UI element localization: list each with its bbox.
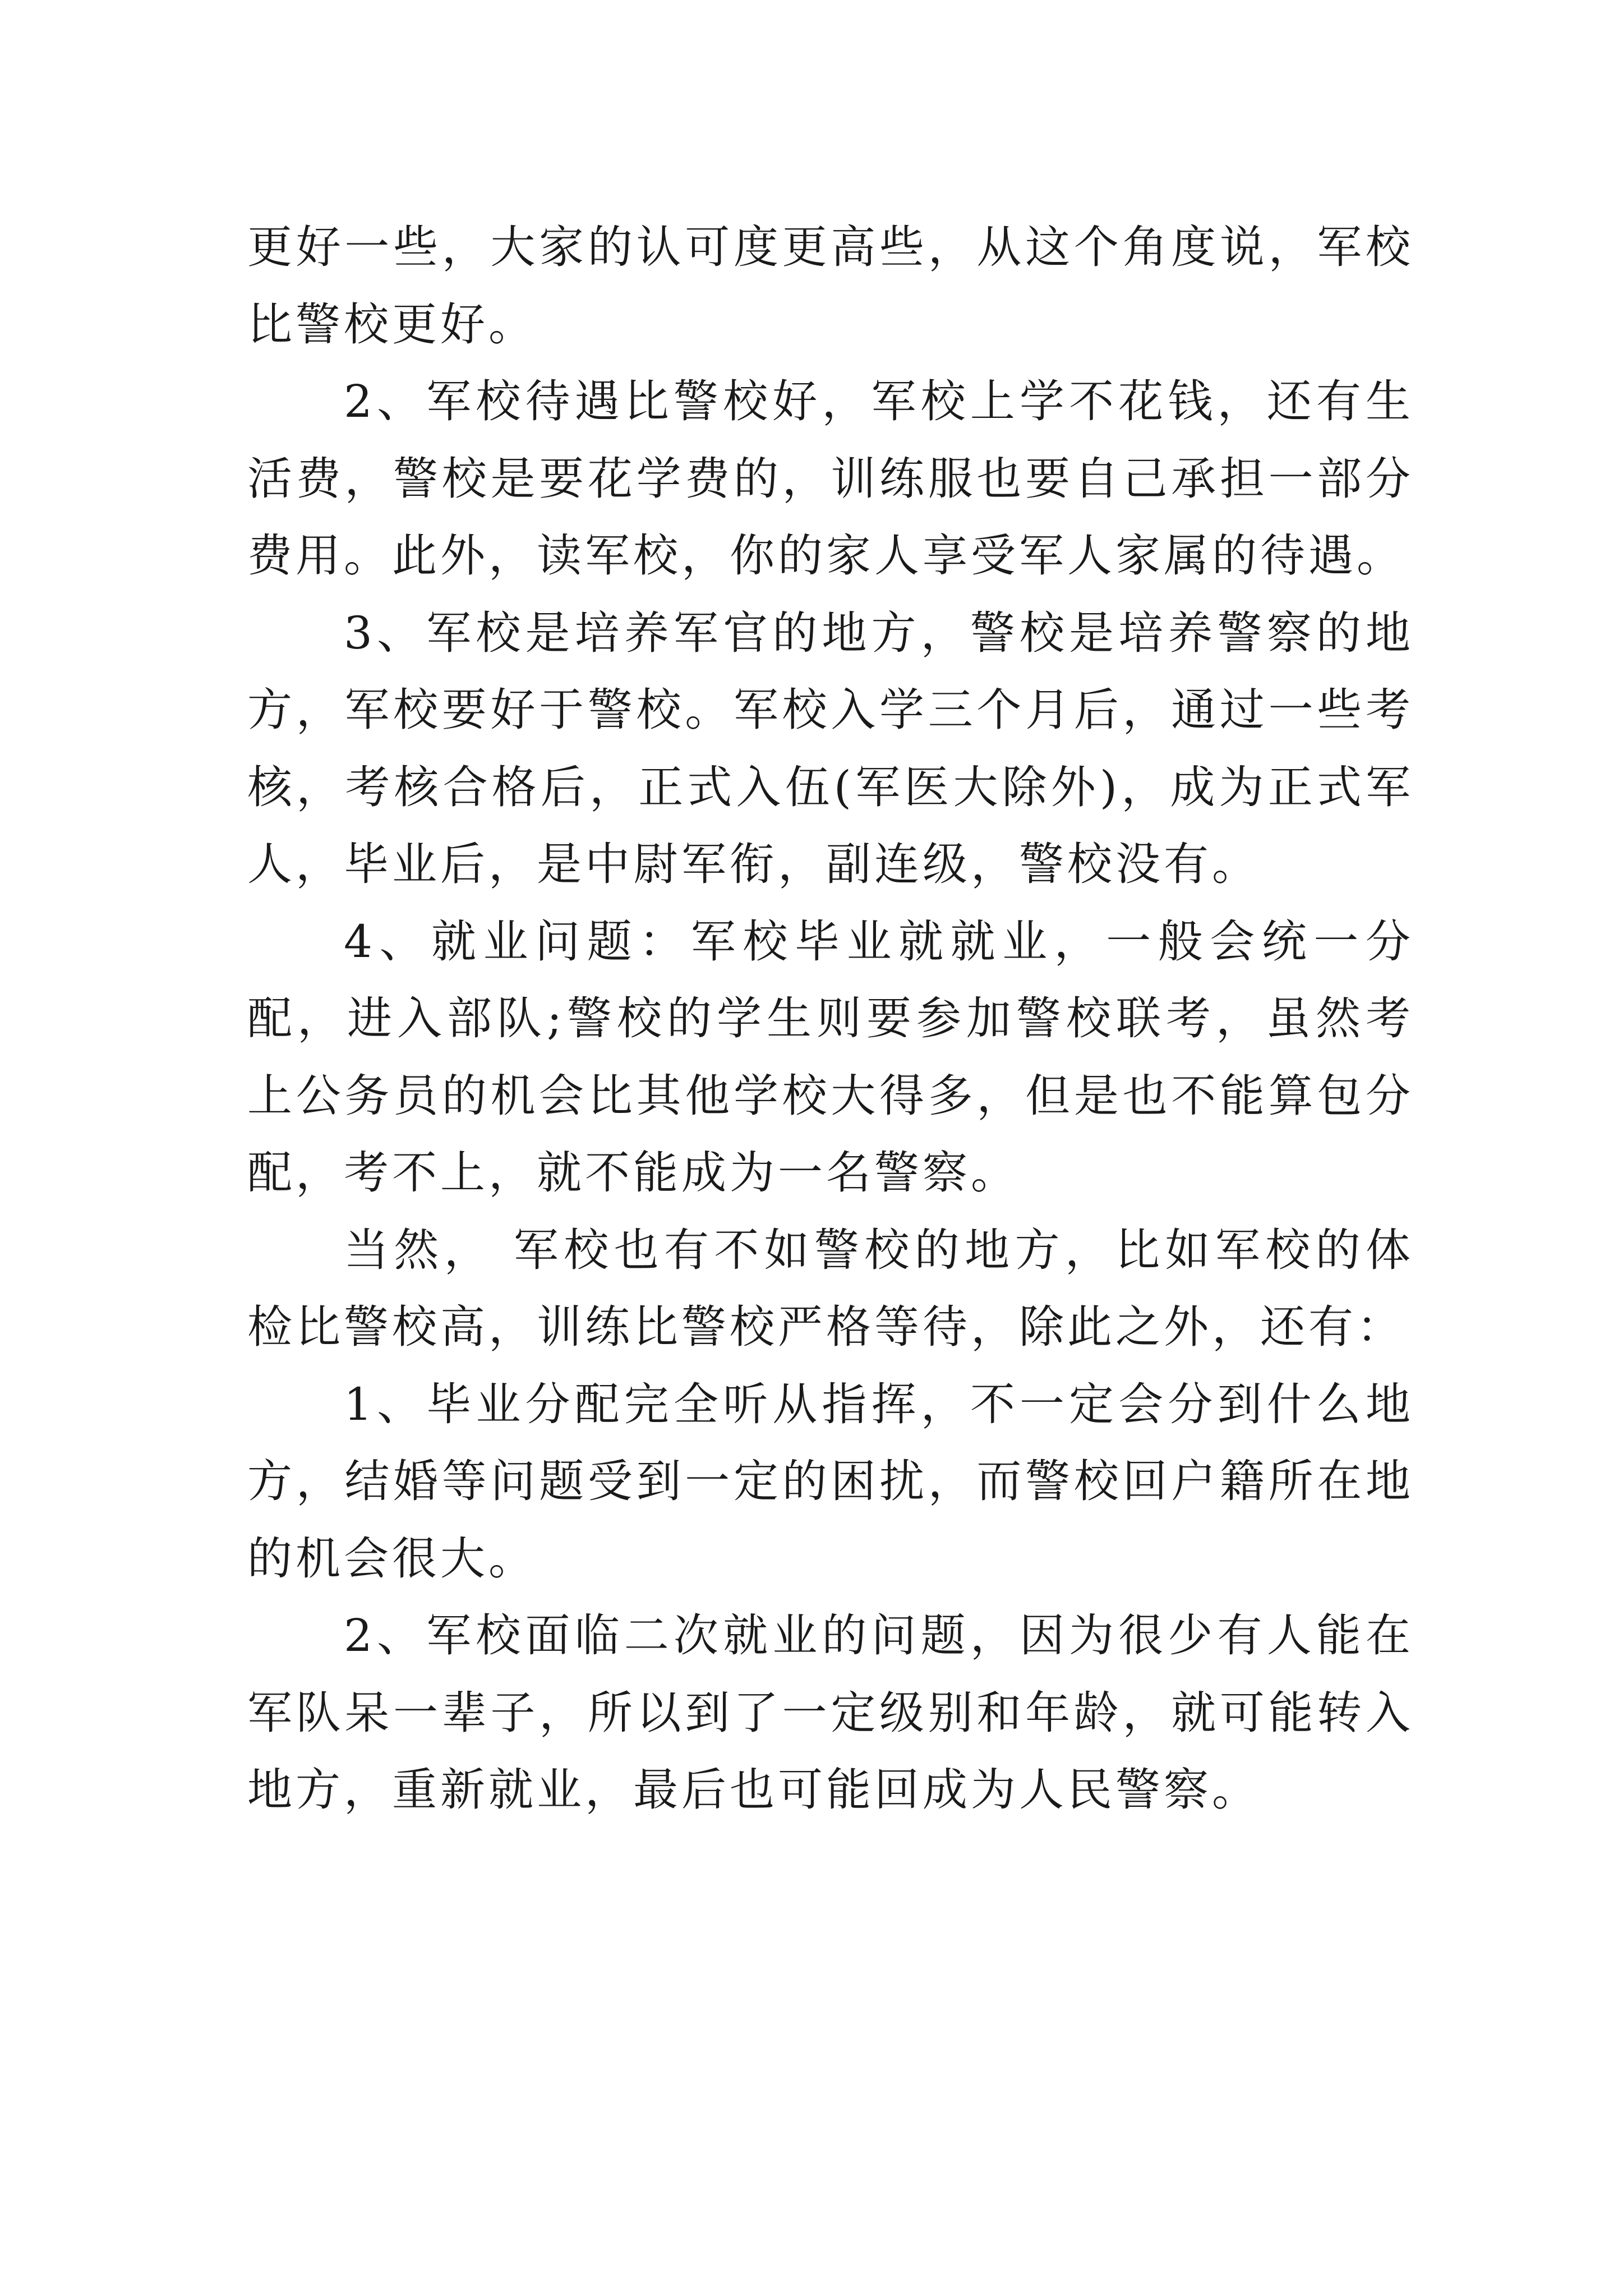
- paragraph-drawback-2-reemployment: 2、军校面临二次就业的问题，因为很少有人能在军队呆一辈子，所以到了一定级别和年龄，就可能转入地方，重新就业，最后也可能回成为人民警察。: [247, 1609, 1414, 1816]
- paragraph-drawback-1-assignment: 1、毕业分配完全听从指挥，不一定会分到什么地方，结婚等问题受到一定的困扰，而警校回户籍所在地的机会很大。: [247, 1378, 1414, 1585]
- paragraph-drawbacks-intro: 当然， 军校也有不如警校的地方，比如军校的体检比警校高，训练比警校严格等待，除此之外，还有：: [247, 1223, 1414, 1353]
- paragraph-continuation: 更好一些，大家的认可度更高些，从这个角度说，军校比警校更好。: [247, 221, 1414, 351]
- paragraph-point-4-employment: 4、就业问题：军校毕业就就业，一般会统一分配，进入部队;警校的学生则要参加警校联考，虽然考上公务员的机会比其他学校大得多，但是也不能算包分配，考不上，就不能成为一名警察。: [247, 915, 1414, 1199]
- paragraph-point-2-treatment: 2、军校待遇比警校好，军校上学不花钱，还有生活费，警校是要花学费的，训练服也要自己承担一部分费用。此外，读军校，你的家人享受军人家属的待遇。: [247, 375, 1414, 582]
- body-text: [247, 209, 1414, 1829]
- paragraph-point-3-officer-training: 3、军校是培养军官的地方，警校是培养警察的地方，军校要好于警校。军校入学三个月后，通过一些考核，考核合格后，正式入伍(军医大除外)，成为正式军人，毕业后，是中尉军衔，副连级，警校没有。: [247, 606, 1414, 890]
